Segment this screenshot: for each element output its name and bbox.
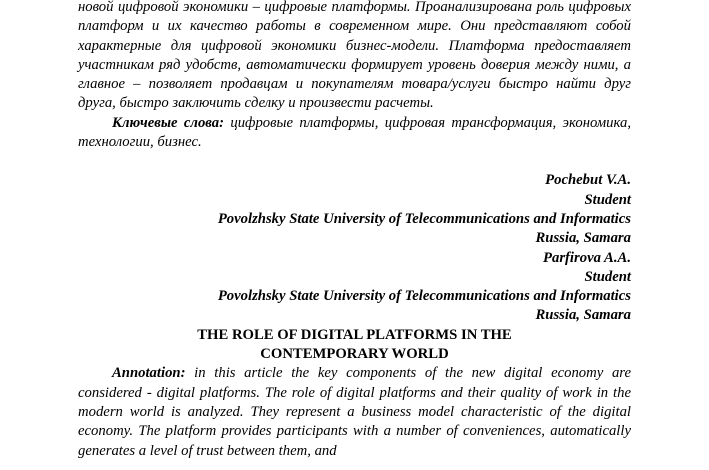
author-1-affiliation: Povolzhsky State University of Telecommunications and Informatics [217, 210, 631, 227]
author-2-role: Student [584, 268, 631, 285]
annotation-english-text: in this article the key components of the new digital economy are considered - digital platforms. The role of digital platforms and their quality of work in the modern world is analyzed. They represent a business model characteristic of the digital economy. The platform provides participants with a number of conveniences, automatically generates a level of trust between them, and [78, 365, 631, 459]
keywords-russian-text: цифровые платформы, цифровая трансформация, экономика, технологии, бизнес. [78, 114, 631, 151]
article-title-english [78, 326, 631, 365]
author-2-location: Russia, Samara [535, 307, 631, 324]
article-title-line-1: THE ROLE OF DIGITAL PLATFORMS IN THE [197, 326, 512, 343]
author-2-affiliation: Povolzhsky State University of Telecommunications and Informatics [217, 288, 631, 305]
author-1-location: Russia, Samara [535, 230, 631, 247]
keywords-russian-paragraph [78, 114, 631, 153]
author-1-name: Pochebut V.A. [545, 172, 631, 189]
abstract-russian-paragraph [78, 0, 631, 114]
article-title-line-2: CONTEMPORARY WORLD [260, 346, 449, 363]
author-2-name: Parfirova A.A. [543, 249, 631, 266]
authors-block [78, 152, 631, 325]
keywords-russian-label: Ключевые слова: [112, 114, 224, 131]
abstract-russian-text: новой цифровой экономики – цифровые платформы. Проанализирована роль цифровых платформ и их качество работы в современном мире. Они представляют собой характерные для цифровой экономики бизнес-модели. Платформа предоставляет участникам ряд удобств, автоматически формирует уровень доверия между ними, а главное – позволяет продавцам и покупателям товара/услуги быстро найти друг друга, быстро заключить сделку и произвести расчеты. [78, 0, 631, 112]
annotation-english-paragraph [78, 364, 631, 460]
author-1-role: Student [584, 191, 631, 208]
annotation-english-label: Annotation: [112, 365, 186, 382]
authors-spacer [78, 152, 631, 171]
